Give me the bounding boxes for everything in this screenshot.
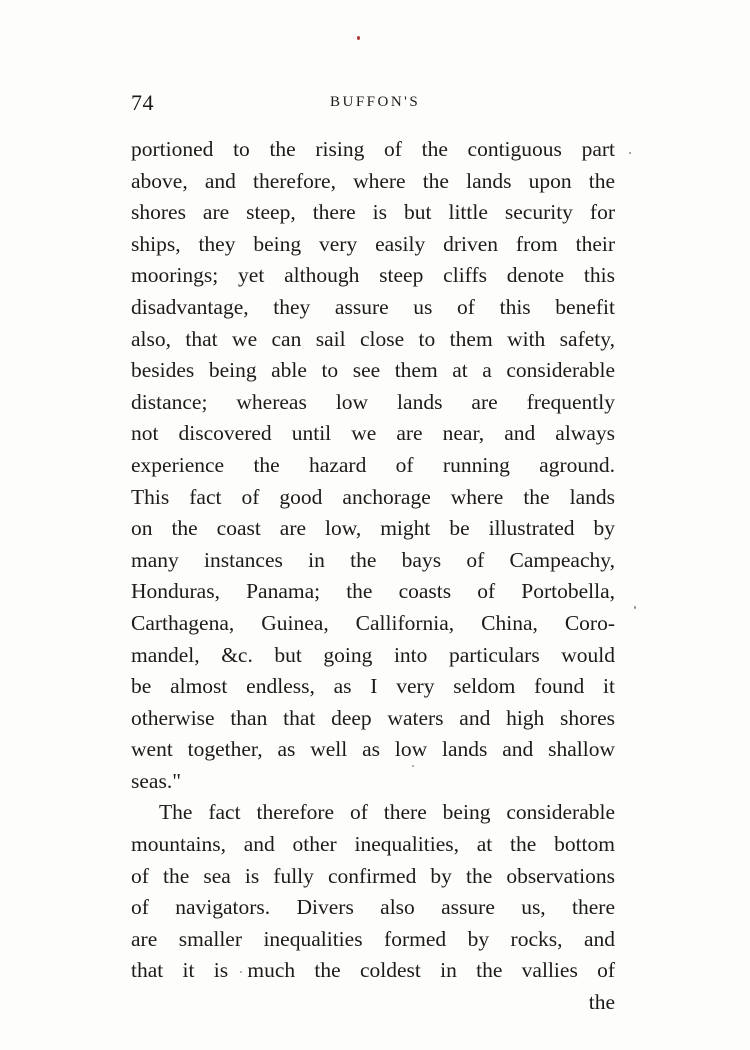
text-line: be almost endless, as I very seldom found it	[131, 674, 615, 699]
paragraph	[131, 134, 615, 797]
text-line: This fact of good anchorage where the lands	[131, 484, 615, 509]
ink-speck	[357, 36, 360, 40]
running-head: BUFFON'S	[330, 94, 421, 110]
text-line: ships, they being very easily driven from their	[131, 231, 615, 256]
text-line: otherwise than that deep waters and high shores	[131, 705, 615, 730]
paragraph	[131, 797, 615, 987]
body-text	[131, 134, 615, 1019]
text-line: disadvantage, they assure us of this benefit	[131, 294, 615, 319]
ink-speck	[634, 606, 636, 609]
text-line: moorings; yet although steep cliffs denote this	[131, 263, 615, 288]
text-line: mandel, &c. but going into particulars would	[131, 642, 615, 667]
text-line: that it is much the coldest in the vallies of	[131, 958, 615, 983]
text-line: besides being able to see them at a considerable	[131, 358, 615, 383]
page-number: 74	[131, 90, 154, 115]
text-line: Carthagena, Guinea, Callifornia, China, Coro-	[131, 610, 615, 635]
text-line: The fact therefore of there being considerable	[159, 800, 615, 825]
text-line: went together, as well as low lands and shallow	[131, 737, 615, 762]
ink-speck	[629, 152, 631, 154]
text-line: seas."	[131, 768, 181, 793]
text-line: above, and therefore, where the lands upon the	[131, 168, 615, 193]
text-line: are smaller inequalities formed by rocks, and	[131, 926, 615, 951]
text-line: experience the hazard of running aground.	[131, 452, 615, 477]
text-line: of navigators. Divers also assure us, there	[131, 895, 615, 920]
text-line: on the coast are low, might be illustrated by	[131, 516, 615, 541]
text-line: portioned to the rising of the contiguous part	[131, 137, 615, 161]
text-line: Honduras, Panama; the coasts of Portobella,	[131, 579, 615, 604]
text-line: distance; whereas low lands are frequently	[131, 389, 615, 414]
catchword: the	[588, 990, 615, 1015]
text-line: of the sea is fully confirmed by the observations	[131, 863, 615, 888]
page-header	[131, 90, 615, 120]
text-line: also, that we can sail close to them with safety,	[131, 326, 615, 351]
text-line: not discovered until we are near, and always	[131, 421, 615, 446]
text-line: shores are steep, there is but little security for	[131, 200, 615, 225]
text-line: many instances in the bays of Campeachy,	[131, 547, 615, 572]
text-line: mountains, and other inequalities, at the bottom	[131, 832, 615, 857]
